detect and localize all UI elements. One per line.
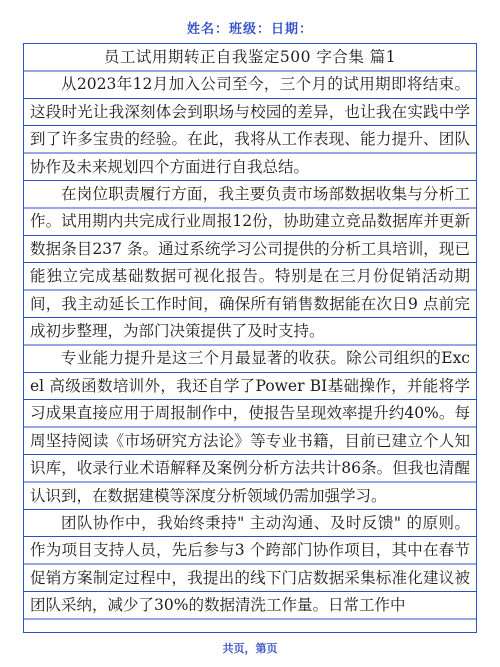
lined-writing-sheet bbox=[23, 43, 477, 633]
paragraph-skill-growth: 专业能力提升是这三个月最显著的收获。除公司组织的Excel 高级函数培训外，我还自学了Power BI基础操作，并能将学习成果直接应用于周报制作中，使报告呈现效率提升约40%。每周坚持阅读《市场研究方法论》等专业书籍，目前已建立个人知识库，收录行业术语解释及案例分析方法共计86条。但我也清醒认识到，在数据建模等深度分析领域仍需加强学习。 bbox=[30, 349, 470, 505]
page-footer: 共页，第页 bbox=[222, 642, 278, 655]
header-fields: 姓名：班级：日期： bbox=[186, 22, 313, 37]
document-title: 员工试用期转正自我鉴定500 字合集 篇1 bbox=[103, 48, 397, 66]
paragraph-teamwork: 团队协作中，我始终秉持" 主动沟通、及时反馈" 的原则。作为项目支持人员，先后参与3 个跨部门协作项目，其中在春节促销方案制定过程中，我提出的线下门店数据采集标准化建议被团队采纳，减少了30%的数据清洗工作量。日常工作中 bbox=[30, 513, 470, 615]
paragraph-job-duties: 在岗位职责履行方面，我主要负责市场部数据收集与分析工作。试用期内共完成行业周报12份，协助建立竞品数据库并更新数据条目237 条。通过系统学习公司提供的分析工具培训，现已能独立完成基础数据可视化报告。特别是在三月份促销活动期间，我主动延长工作时间，确保所有销售数据能在次日9 点前完成初步整理，为部门决策提供了及时支持。 bbox=[30, 185, 470, 341]
paragraph-intro: 从2023年12月加入公司至今，三个月的试用期即将结束。这段时光让我深刻体会到职场与校园的差异，也让我在实践中学到了许多宝贵的经验。在此，我将从工作表现、能力提升、团队协作及未来规划四个方面进行自我总结。 bbox=[30, 75, 470, 176]
